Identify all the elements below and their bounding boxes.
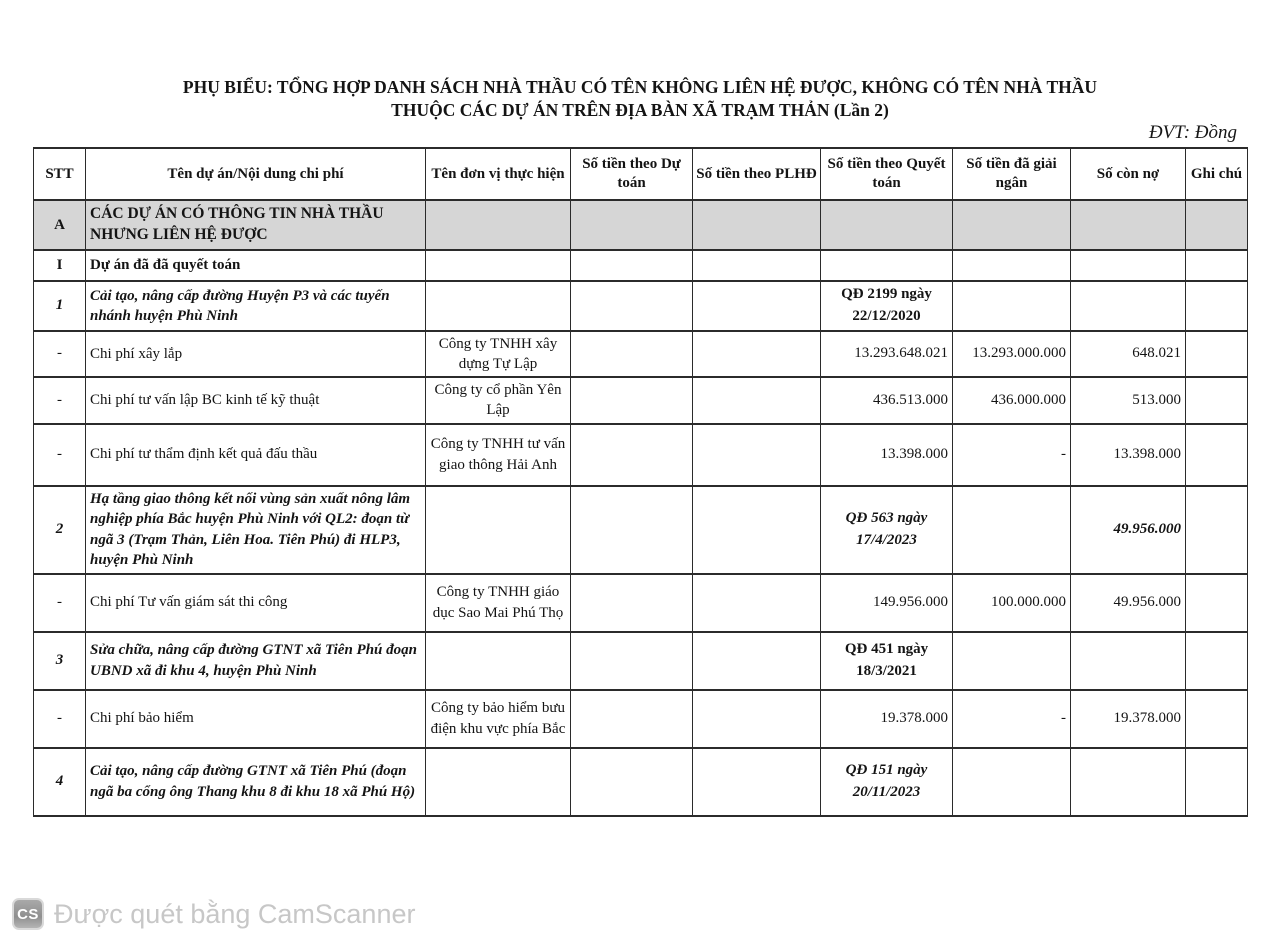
cell-quyet-toan: 436.513.000	[821, 377, 953, 424]
table-row	[34, 200, 1248, 250]
cell-con-no: 513.000	[1071, 377, 1186, 424]
cell-unit	[426, 281, 571, 331]
cell-quyet-toan: QĐ 451 ngày 18/3/2021	[821, 632, 953, 690]
cell-stt: -	[34, 377, 86, 424]
cell-con-no: 648.021	[1071, 331, 1186, 378]
cell-du-toan	[571, 486, 693, 574]
cell-quyet-toan	[821, 250, 953, 281]
cell-name: Cải tạo, nâng cấp đường GTNT xã Tiên Phú (đoạn ngã ba cổng ông Thang khu 8 đi khu 18 xã Phú Hộ)	[86, 748, 426, 816]
cell-con-no	[1071, 200, 1186, 250]
cell-giai-ngan	[953, 486, 1071, 574]
cell-quyet-toan: 19.378.000	[821, 690, 953, 748]
table-header-row	[34, 148, 1248, 200]
cell-quyet-toan: QĐ 151 ngày 20/11/2023	[821, 748, 953, 816]
document-title-line2: THUỘC CÁC DỰ ÁN TRÊN ĐỊA BÀN XÃ TRẠM THẢN (Lần 2)	[391, 100, 889, 121]
cell-du-toan	[571, 281, 693, 331]
cell-du-toan	[571, 748, 693, 816]
cell-plhd	[693, 486, 821, 574]
cell-name: CÁC DỰ ÁN CÓ THÔNG TIN NHÀ THẦU NHƯNG LIÊN HỆ ĐƯỢC	[86, 200, 426, 250]
table-row	[34, 486, 1248, 574]
col-header-giai-ngan: Số tiền đã giải ngân	[953, 148, 1071, 200]
cell-ghi-chu	[1186, 424, 1248, 486]
cell-con-no	[1071, 281, 1186, 331]
cell-giai-ngan: -	[953, 690, 1071, 748]
cell-giai-ngan: -	[953, 424, 1071, 486]
col-header-quyet-toan: Số tiền theo Quyết toán	[821, 148, 953, 200]
cell-ghi-chu	[1186, 574, 1248, 632]
cell-giai-ngan	[953, 632, 1071, 690]
cell-plhd	[693, 574, 821, 632]
cell-name: Chi phí tư vấn lập BC kinh tế kỹ thuật	[86, 377, 426, 424]
cell-unit	[426, 632, 571, 690]
cell-unit: Công ty cổ phần Yên Lập	[426, 377, 571, 424]
table-row	[34, 377, 1248, 424]
cell-unit	[426, 486, 571, 574]
cell-plhd	[693, 281, 821, 331]
col-header-ghi-chu: Ghi chú	[1186, 148, 1248, 200]
camscanner-watermark	[12, 898, 415, 930]
cell-name: Dự án đã đã quyết toán	[86, 250, 426, 281]
cell-giai-ngan: 436.000.000	[953, 377, 1071, 424]
cell-name: Chi phí bảo hiểm	[86, 690, 426, 748]
cell-ghi-chu	[1186, 250, 1248, 281]
cell-name: Chi phí xây lắp	[86, 331, 426, 378]
cell-ghi-chu	[1186, 200, 1248, 250]
cell-stt: 2	[34, 486, 86, 574]
col-header-con-no: Số còn nợ	[1071, 148, 1186, 200]
cell-plhd	[693, 748, 821, 816]
col-header-unit: Tên đơn vị thực hiện	[426, 148, 571, 200]
cell-stt: 1	[34, 281, 86, 331]
cell-unit	[426, 200, 571, 250]
cell-ghi-chu	[1186, 377, 1248, 424]
cell-quyet-toan: QĐ 563 ngày 17/4/2023	[821, 486, 953, 574]
cell-du-toan	[571, 250, 693, 281]
cell-giai-ngan	[953, 250, 1071, 281]
cell-plhd	[693, 377, 821, 424]
cell-ghi-chu	[1186, 281, 1248, 331]
table-row	[34, 424, 1248, 486]
cell-giai-ngan	[953, 281, 1071, 331]
cell-ghi-chu	[1186, 748, 1248, 816]
cell-quyet-toan	[821, 200, 953, 250]
cell-du-toan	[571, 331, 693, 378]
col-header-plhd: Số tiền theo PLHĐ	[693, 148, 821, 200]
cell-quyet-toan: 13.398.000	[821, 424, 953, 486]
cell-stt: I	[34, 250, 86, 281]
cell-unit	[426, 250, 571, 281]
contractor-summary-table	[33, 147, 1248, 817]
cell-plhd	[693, 331, 821, 378]
cell-name: Sửa chữa, nâng cấp đường GTNT xã Tiên Phú đoạn UBND xã đi khu 4, huyện Phù Ninh	[86, 632, 426, 690]
cell-du-toan	[571, 424, 693, 486]
cell-con-no: 49.956.000	[1071, 574, 1186, 632]
table-row	[34, 574, 1248, 632]
table-row	[34, 748, 1248, 816]
cell-du-toan	[571, 574, 693, 632]
cell-ghi-chu	[1186, 331, 1248, 378]
cell-con-no	[1071, 250, 1186, 281]
cell-quyet-toan: 13.293.648.021	[821, 331, 953, 378]
cell-plhd	[693, 424, 821, 486]
cell-du-toan	[571, 377, 693, 424]
cell-stt: -	[34, 690, 86, 748]
table-row	[34, 281, 1248, 331]
col-header-du-toan: Số tiền theo Dự toán	[571, 148, 693, 200]
cell-con-no: 13.398.000	[1071, 424, 1186, 486]
cell-ghi-chu	[1186, 690, 1248, 748]
cell-stt: -	[34, 331, 86, 378]
camscanner-watermark-text: Được quét bằng CamScanner	[54, 898, 416, 929]
cell-unit	[426, 748, 571, 816]
currency-unit-note: ĐVT: Đồng	[1148, 122, 1237, 143]
table-row	[34, 331, 1248, 378]
cell-con-no: 19.378.000	[1071, 690, 1186, 748]
cell-stt: A	[34, 200, 86, 250]
cell-con-no	[1071, 748, 1186, 816]
table-row	[34, 690, 1248, 748]
cell-stt: -	[34, 574, 86, 632]
cell-ghi-chu	[1186, 632, 1248, 690]
cell-plhd	[693, 690, 821, 748]
cell-giai-ngan	[953, 200, 1071, 250]
table-row	[34, 250, 1248, 281]
cell-name: Cải tạo, nâng cấp đường Huyện P3 và các tuyến nhánh huyện Phù Ninh	[86, 281, 426, 331]
cell-unit: Công ty TNHH tư vấn giao thông Hải Anh	[426, 424, 571, 486]
cell-name: Hạ tầng giao thông kết nối vùng sản xuất nông lâm nghiệp phía Bắc huyện Phù Ninh với QL2: đoạn từ ngã 3 (Trạm Thản, Liên Hoa. Tiên Phú) đi HLP3, huyện Phù Ninh	[86, 486, 426, 574]
cell-stt: 3	[34, 632, 86, 690]
cell-name: Chi phí tư thẩm định kết quả đấu thầu	[86, 424, 426, 486]
cell-du-toan	[571, 632, 693, 690]
camscanner-icon: CS	[12, 898, 44, 930]
cell-unit: Công ty bảo hiểm bưu điện khu vực phía Bắc	[426, 690, 571, 748]
cell-ghi-chu	[1186, 486, 1248, 574]
cell-con-no: 49.956.000	[1071, 486, 1186, 574]
document-title	[0, 76, 1280, 122]
document-title-line1: PHỤ BIỂU: TỔNG HỢP DANH SÁCH NHÀ THẦU CÓ TÊN KHÔNG LIÊN HỆ ĐƯỢC, KHÔNG CÓ TÊN NHÀ THẦU	[182, 77, 1098, 97]
cell-stt: 4	[34, 748, 86, 816]
cell-du-toan	[571, 200, 693, 250]
cell-plhd	[693, 250, 821, 281]
cell-con-no	[1071, 632, 1186, 690]
cell-unit: Công ty TNHH giáo dục Sao Mai Phú Thọ	[426, 574, 571, 632]
cell-plhd	[693, 632, 821, 690]
cell-unit: Công ty TNHH xây dựng Tự Lập	[426, 331, 571, 378]
col-header-name: Tên dự án/Nội dung chi phí	[86, 148, 426, 200]
cell-quyet-toan: QĐ 2199 ngày 22/12/2020	[821, 281, 953, 331]
cell-giai-ngan: 13.293.000.000	[953, 331, 1071, 378]
cell-plhd	[693, 200, 821, 250]
cell-giai-ngan	[953, 748, 1071, 816]
cell-quyet-toan: 149.956.000	[821, 574, 953, 632]
col-header-stt: STT	[34, 148, 86, 200]
cell-du-toan	[571, 690, 693, 748]
cell-stt: -	[34, 424, 86, 486]
cell-giai-ngan: 100.000.000	[953, 574, 1071, 632]
cell-name: Chi phí Tư vấn giám sát thi công	[86, 574, 426, 632]
table-row	[34, 632, 1248, 690]
